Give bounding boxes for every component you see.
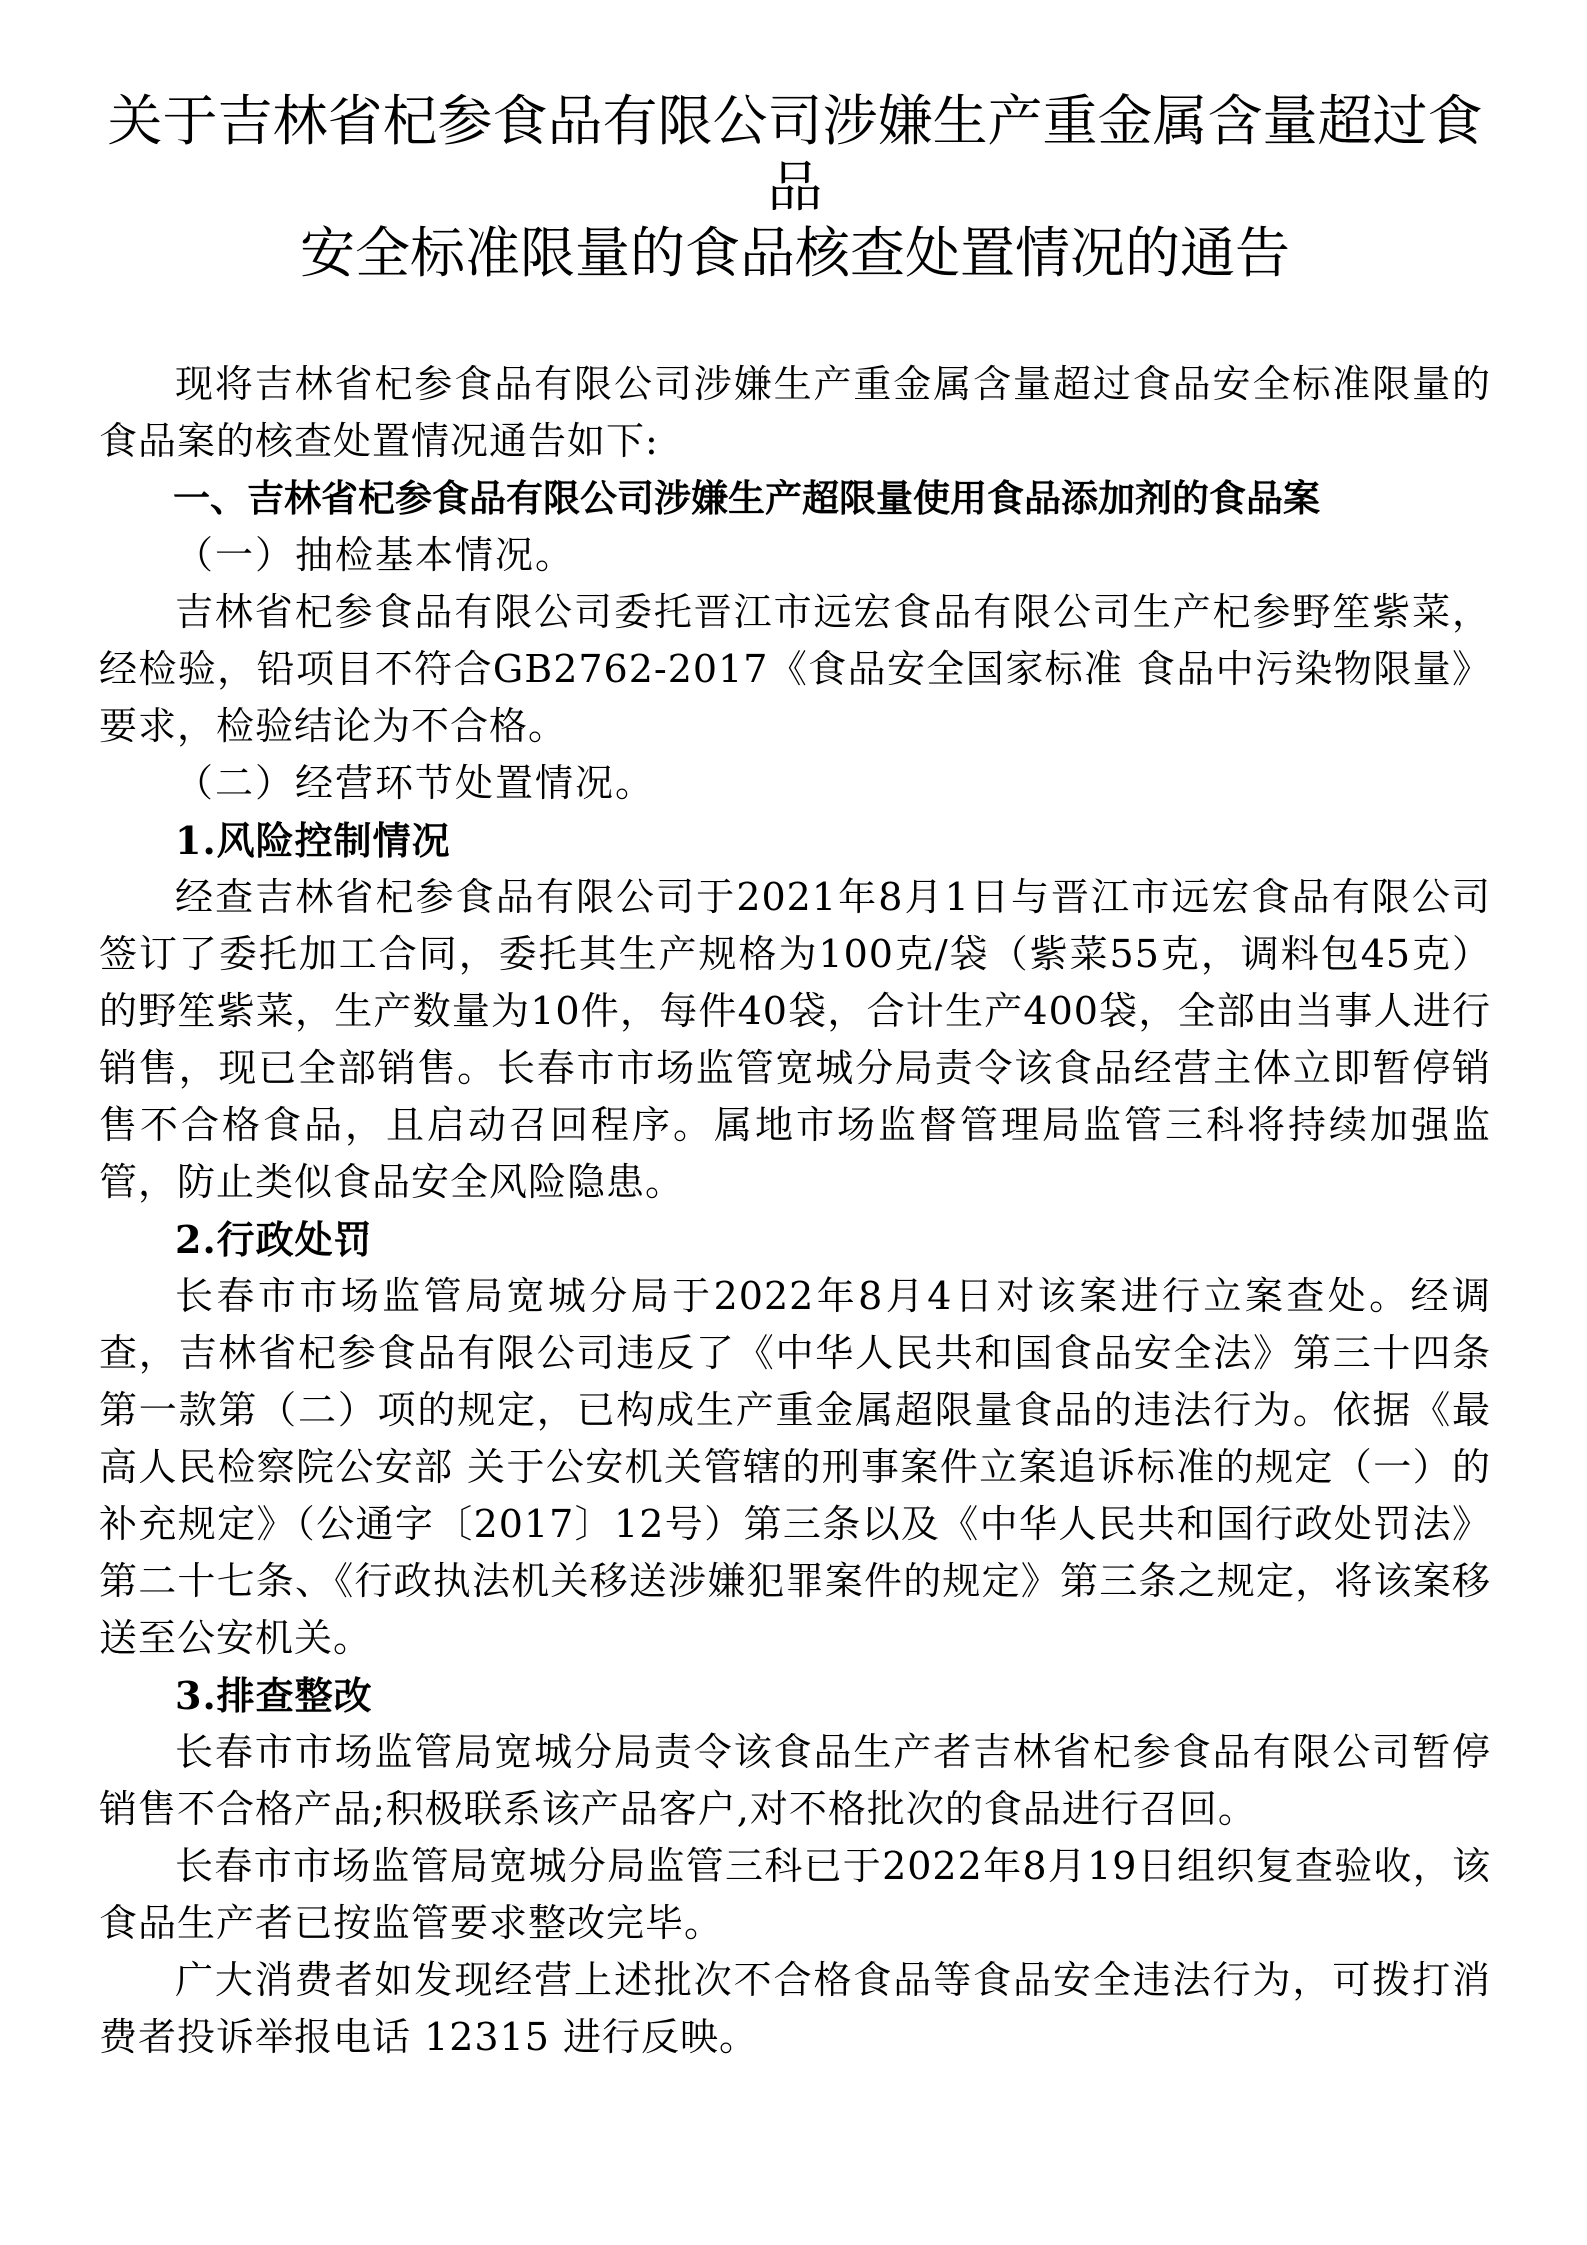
item-3-paragraph-1: 长春市市场监管局宽城分局责令该食品生产者吉林省杞参食品有限公司暂停销售不合格产品;积极联系该产品客户,对不格批次的食品进行召回。: [99, 1730, 1491, 1831]
title-line-1: 关于吉林省杞参食品有限公司涉嫌生产重金属含量超过食品: [107, 89, 1483, 219]
item-1-paragraph: 经查吉林省杞参食品有限公司于2021年8月1日与晋江市远宏食品有限公司签订了委托加工合同，委托其生产规格为100克/袋（紫菜55克，调料包45克）的野笙紫菜，生产数量为10件，每件40袋，合计生产400袋，全部由当事人进行销售，现已全部销售。长春市市场监管宽城分局责令该食品经营主体立即暂停销售不合格食品，且启动召回程序。属地市场监督管理局监管三科将持续加强监管，防止类似食品安全风险隐患。: [99, 875, 1491, 1204]
item-2-paragraph: 长春市市场监管局宽城分局于2022年8月4日对该案进行立案查处。经调查，吉林省杞参食品有限公司违反了《中华人民共和国食品安全法》第三十四条第一款第（二）项的规定，已构成生产重金属超限量食品的违法行为。依据《最高人民检察院公安部 关于公安机关管辖的刑事案件立案追诉标准的规定（一）的补充规定》（公通字〔2017〕12号）第三条以及《中华人民共和国行政处罚法》第二十七条、《行政执法机关移送涉嫌犯罪案件的规定》第三条之规定，将该案移送至公安机关。: [99, 1274, 1491, 1660]
document-body: [99, 356, 1491, 2066]
section-1-heading: 一、吉林省杞参食品有限公司涉嫌生产超限量使用食品添加剂的食品案: [173, 477, 1320, 520]
subsection-2-heading: （二）经营环节处置情况。: [175, 761, 656, 805]
document-title: [99, 88, 1491, 286]
item-3-paragraph-2: 长春市市场监管局宽城分局监管三科已于2022年8月19日组织复查验收，该食品生产者已按监管要求整改完毕。: [99, 1844, 1491, 1945]
item-1-heading: 1.风险控制情况: [175, 818, 451, 863]
item-3-heading: 3.排查整改: [175, 1673, 373, 1718]
subsection-1-paragraph: 吉林省杞参食品有限公司委托晋江市远宏食品有限公司生产杞参野笙紫菜，经检验，铅项目不符合GB2762-2017《食品安全国家标准 食品中污染物限量》要求，检验结论为不合格。: [99, 590, 1491, 748]
subsection-1-heading: （一）抽检基本情况。: [175, 533, 576, 577]
closing-paragraph: 广大消费者如发现经营上述批次不合格食品等食品安全违法行为，可拨打消费者投诉举报电话 12315 进行反映。: [99, 1958, 1491, 2059]
intro-paragraph: 现将吉林省杞参食品有限公司涉嫌生产重金属含量超过食品安全标准限量的食品案的核查处置情况通告如下:: [99, 362, 1491, 463]
title-line-2: 安全标准限量的食品核查处置情况的通告: [299, 221, 1290, 285]
item-2-heading: 2.行政处罚: [175, 1217, 373, 1262]
